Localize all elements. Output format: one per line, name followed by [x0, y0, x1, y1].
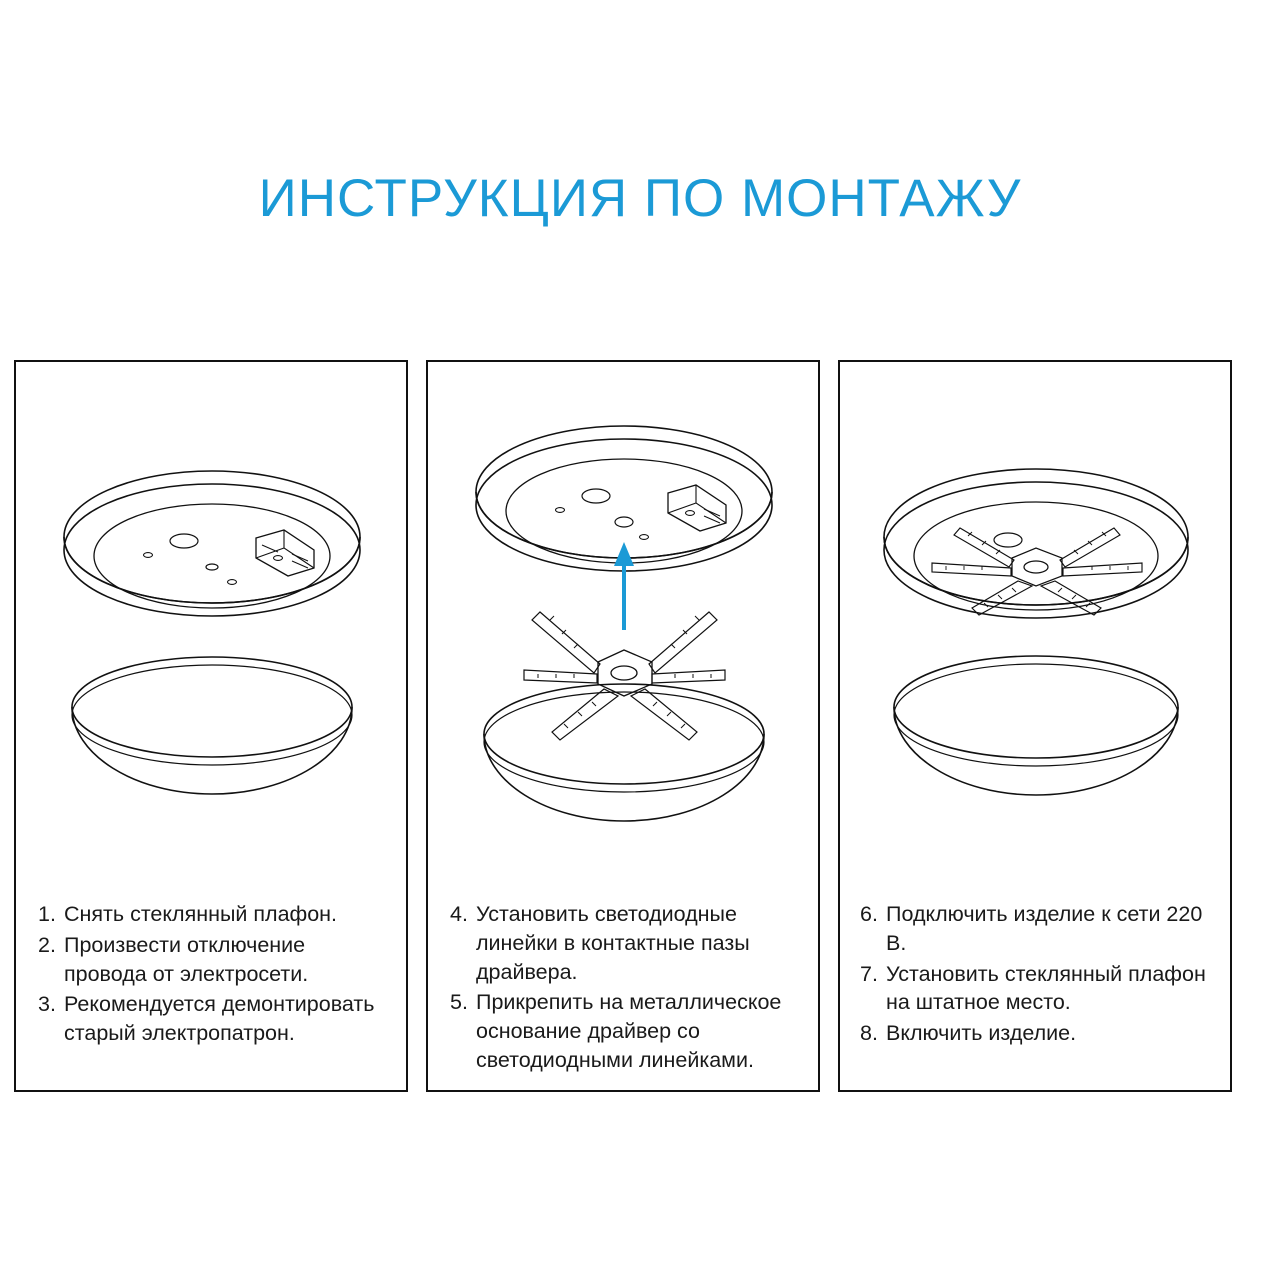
instruction-panels: [14, 360, 1266, 1092]
panel-step-1: [14, 360, 408, 1092]
panel-step-3: [838, 360, 1232, 1092]
step-item: [450, 900, 804, 986]
steps-list-1: [38, 900, 392, 1050]
step-item: [860, 1019, 1216, 1048]
step-text: Включить изделие.: [886, 1021, 1077, 1046]
step-number: 2.: [38, 932, 56, 957]
step-number: 8.: [860, 1021, 878, 1046]
diagram-step-3: [840, 362, 1230, 902]
step-item: [860, 900, 1216, 958]
steps-list-3: [860, 900, 1216, 1050]
diagram-step-1: [16, 362, 406, 902]
assembly-arrow-icon: [614, 542, 634, 630]
step-item: [38, 931, 392, 989]
step-number: 5.: [450, 990, 468, 1015]
step-item: [450, 988, 804, 1074]
step-text: Снять стеклянный плафон.: [64, 902, 338, 926]
step-text: Прикрепить на металлическое основание драйвер со светодиодными линейками.: [476, 990, 782, 1072]
step-text: Произвести отключение провода от электросети.: [64, 932, 309, 986]
step-item: [38, 990, 392, 1048]
steps-list-2: [450, 900, 804, 1077]
step-text: Подключить изделие к сети 220 В.: [886, 902, 1203, 955]
page-title: ИНСТРУКЦИЯ ПО МОНТАЖУ: [258, 169, 1022, 228]
step-item: [38, 900, 392, 929]
diagram-step-2: [428, 362, 818, 902]
step-text: Установить светодиодные линейки в контактные пазы драйвера.: [476, 902, 750, 984]
step-number: 6.: [860, 902, 878, 926]
step-number: 4.: [450, 902, 468, 926]
step-number: 3.: [38, 992, 56, 1017]
step-text: Установить стеклянный плафон на штатное место.: [886, 961, 1206, 1015]
panel-step-2: [426, 360, 820, 1092]
step-number: 1.: [38, 902, 56, 926]
step-number: 7.: [860, 961, 878, 986]
step-item: [860, 960, 1216, 1018]
step-text: Рекомендуется демонтировать старый электропатрон.: [64, 992, 375, 1046]
